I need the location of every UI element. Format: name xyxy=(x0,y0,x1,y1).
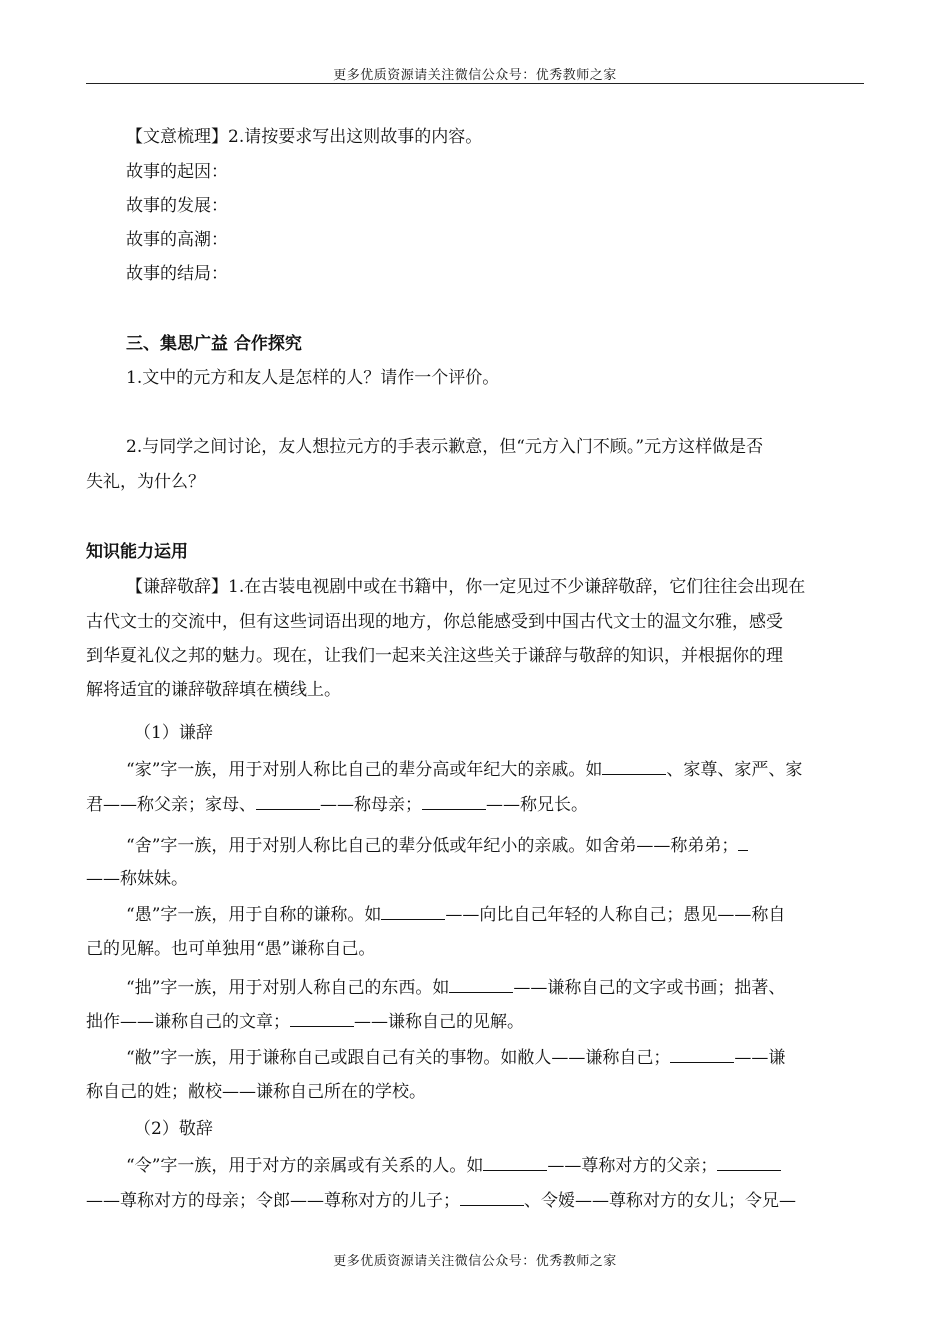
story-cause-label: 故事的起因： xyxy=(126,162,228,182)
story-climax-label: 故事的高潮： xyxy=(126,230,228,250)
bi-text-1b: ——谦 xyxy=(734,1048,786,1068)
knowledge-intro-line-4: 解将适宜的谦辞敬辞填在横线上。 xyxy=(86,680,341,700)
header-divider xyxy=(86,83,864,84)
fill-blank[interactable] xyxy=(422,792,486,810)
she-text-1: “舍”字一族，用于对别人称比自己的辈分低或年纪小的亲戚。如舍弟——称弟弟； xyxy=(126,836,739,856)
fill-blank[interactable] xyxy=(670,1045,734,1063)
page-footer: 更多优质资源请关注微信公众号：优秀教师之家 xyxy=(333,1254,617,1269)
story-development-label: 故事的发展： xyxy=(126,196,228,216)
jia-text-2a: 君——称父亲；家母、 xyxy=(86,795,256,815)
jia-paragraph-line-2 xyxy=(86,792,588,817)
yu-text-1b: ——向比自己年轻的人称自己；愚见——称自 xyxy=(445,905,786,925)
humble-words-title: （1）谦辞 xyxy=(134,723,213,743)
fill-blank[interactable] xyxy=(290,1009,354,1027)
jia-text-1a: “家”字一族，用于对别人称比自己的辈分高或年纪大的亲戚。如 xyxy=(126,760,603,780)
bi-text-1a: “敝”字一族，用于谦称自己或跟自己有关的事物。如敝人——谦称自己； xyxy=(126,1048,671,1068)
story-ending-label: 故事的结局： xyxy=(126,264,228,284)
fill-blank[interactable] xyxy=(460,1188,524,1206)
jia-text-1b: 、家尊、家严、家 xyxy=(666,760,803,780)
bi-paragraph-line-2: 称自己的姓；敝校——谦称自己所在的学校。 xyxy=(86,1082,426,1102)
ling-text-1a: “令”字一族，用于对方的亲属或有关系的人。如 xyxy=(126,1156,484,1176)
fill-blank[interactable] xyxy=(717,1153,781,1171)
yu-paragraph-line-1 xyxy=(126,902,785,927)
she-paragraph-line-2: ——称妹妹。 xyxy=(86,869,188,889)
story-instruction: 【文意梳理】2.请按要求写出这则故事的内容。 xyxy=(126,127,483,147)
knowledge-intro-line-2: 古代文士的交流中，但有这些词语出现的地方，你总能感受到中国古代文士的温文尔雅，感受 xyxy=(86,612,783,632)
knowledge-intro-line-1: 【谦辞敬辞】1.在古装电视剧中或在书籍中，你一定见过不少谦辞敬辞，它们往往会出现在 xyxy=(126,577,806,597)
ling-text-2b: 、令嫒——尊称对方的女儿；令兄— xyxy=(524,1191,796,1211)
jia-text-2b: ——称母亲； xyxy=(320,795,422,815)
fill-blank[interactable] xyxy=(256,792,320,810)
zhuo-paragraph-line-2 xyxy=(86,1009,524,1034)
she-paragraph-line-1 xyxy=(126,833,748,858)
zhuo-text-1b: ——谦称自己的文字或书画；拙著、 xyxy=(513,978,786,998)
respect-words-title: （2）敬辞 xyxy=(134,1119,213,1139)
section-three-question-2-line-2: 失礼，为什么？ xyxy=(86,472,205,492)
yu-paragraph-line-2: 己的见解。也可单独用“愚”谦称自己。 xyxy=(86,939,376,959)
zhuo-paragraph-line-1 xyxy=(126,975,785,1000)
ling-paragraph-line-2 xyxy=(86,1188,796,1213)
fill-blank[interactable] xyxy=(738,833,748,851)
jia-paragraph-line-1 xyxy=(126,757,802,782)
fill-blank[interactable] xyxy=(381,902,445,920)
zhuo-text-2b: ——谦称自己的见解。 xyxy=(354,1012,524,1032)
fill-blank[interactable] xyxy=(602,757,666,775)
zhuo-text-2a: 拙作——谦称自己的文章； xyxy=(86,1012,290,1032)
knowledge-intro-line-3: 到华夏礼仪之邦的魅力。现在，让我们一起来关注这些关于谦辞与敬辞的知识，并根据你的理 xyxy=(86,646,783,666)
ling-text-1b: ——尊称对方的父亲； xyxy=(547,1156,718,1176)
section-three-question-2-line-1: 2.与同学之间讨论，友人想拉元方的手表示歉意，但“元方入门不顾。”元方这样做是否 xyxy=(126,437,764,457)
fill-blank[interactable] xyxy=(483,1153,547,1171)
section-three-question-1: 1.文中的元方和友人是怎样的人？请作一个评价。 xyxy=(126,368,500,388)
bi-paragraph-line-1 xyxy=(126,1045,785,1070)
ling-text-2a: ——尊称对方的母亲；令郎——尊称对方的儿子； xyxy=(86,1191,460,1211)
zhuo-text-1a: “拙”字一族，用于对别人称自己的东西。如 xyxy=(126,978,450,998)
section-three-title: 三、集思广益 合作探究 xyxy=(126,334,302,354)
fill-blank[interactable] xyxy=(449,975,513,993)
yu-text-1a: “愚”字一族，用于自称的谦称。如 xyxy=(126,905,382,925)
ling-paragraph-line-1 xyxy=(126,1153,781,1178)
knowledge-section-title: 知识能力运用 xyxy=(86,542,188,562)
page-header: 更多优质资源请关注微信公众号：优秀教师之家 xyxy=(333,68,617,83)
jia-text-2c: ——称兄长。 xyxy=(486,795,588,815)
